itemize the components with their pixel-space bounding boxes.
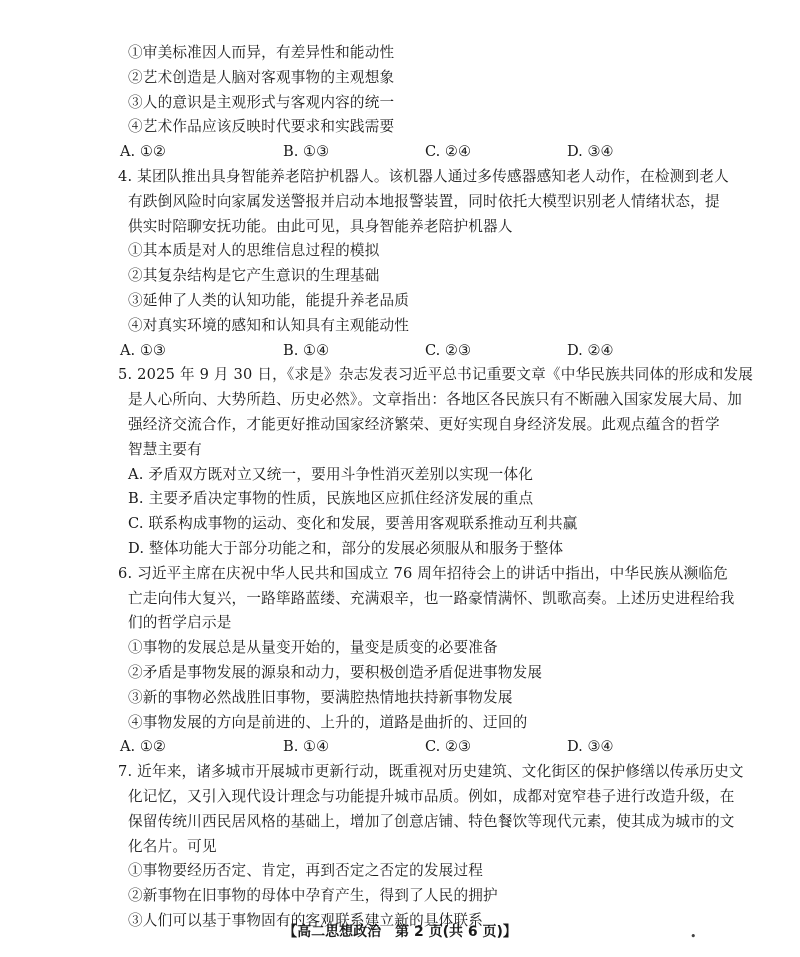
question-text-line: 化名片。可见 (128, 837, 217, 855)
question-text-line: 有跌倒风险时向家属发送警报并启动本地报警装置，同时依托大模型识别老人情绪状态，提 (128, 192, 720, 210)
answer-option: C. ②③ (425, 738, 472, 756)
question-text-line: B. 主要矛盾决定事物的性质，民族地区应抓住经济发展的重点 (128, 490, 534, 508)
question-stem: 7. 近年来，诸多城市开展城市更新行动，既重视对历史建筑、文化街区的保护修缮以传承历史文 (118, 763, 744, 781)
corner-mark: • (690, 930, 697, 943)
answer-option: B. ①③ (283, 143, 330, 161)
question-text-line: D. 整体功能大于部分功能之和，部分的发展必须服从和服务于整体 (128, 540, 564, 557)
question-text-line: ①其本质是对人的思维信息过程的模拟 (128, 242, 380, 260)
question-text-line: ③人们可以基于事物固有的客观联系建立新的具体联系 (128, 912, 484, 929)
question-text-line: 保留传统川西民居风格的基础上，增加了创意店铺、特色餐饮等现代元素，使其成为城市的文 (128, 812, 735, 830)
question-text-line: 供实时陪聊安抚功能。由此可见，具身智能养老陪护机器人 (128, 217, 513, 235)
answer-option: A. ①② (120, 143, 166, 161)
answer-option: C. ②④ (425, 143, 472, 161)
question-text-line: ②其复杂结构是它产生意识的生理基础 (128, 267, 380, 285)
answer-option: A. ①③ (120, 341, 166, 359)
question-text-line: 是人心所向、大势所趋、历史必然》。文章指出：各地区各民族只有不断融入国家发展大局、加 (128, 391, 743, 409)
question-text-line: ③延伸了人类的认知功能，能提升养老品质 (128, 292, 410, 309)
question-text-line: ①审美标准因人而异，有差异性和能动性 (128, 44, 395, 61)
question-stem: 5. 2025 年 9 月 30 日，《求是》杂志发表习近平总书记重要文章《中华民族共同体的形成和发展 (118, 366, 754, 384)
question-text-line: C. 联系构成事物的运动、变化和发展，要善用客观联系推动互利共赢 (128, 515, 578, 533)
question-text-line: ①事物的发展总是从量变开始的，量变是质变的必要准备 (128, 639, 498, 657)
question-text-line: ②矛盾是事物发展的源泉和动力，要积极创造矛盾促进事物发展 (128, 664, 543, 681)
answer-option: C. ②③ (425, 341, 472, 359)
question-stem: 6. 习近平主席在庆祝中华人民共和国成立 76 周年招待会上的讲话中指出，中华民族从濒临危 (118, 564, 728, 582)
question-text-line: ②艺术创造是人脑对客观事物的主观想象 (128, 68, 395, 86)
question-text-line: 智慧主要有 (128, 440, 202, 458)
question-text-line: ①事物要经历否定、肯定，再到否定之否定的发展过程 (128, 862, 484, 880)
question-text-line: 亡走向伟大复兴，一路筚路蓝缕、充满艰辛，也一路豪情满怀、凯歌高奏。上述历史进程给我 (128, 589, 735, 607)
question-text-line: ③新的事物必然战胜旧事物，要满腔热情地扶持新事物发展 (128, 688, 513, 706)
answer-option: B. ①④ (283, 341, 330, 359)
question-text-line: 强经济交流合作，才能更好推动国家经济繁荣、更好实现自身经济发展。此观点蕴含的哲学 (128, 416, 720, 433)
question-text-line: ③人的意识是主观形式与客观内容的统一 (128, 93, 395, 111)
page-footer: 【高二思想政治 第 2 页(共 6 页)】 (283, 924, 517, 940)
question-text-line: ④事物发展的方向是前进的、上升的，道路是曲折的、迂回的 (128, 713, 528, 731)
question-stem: 4. 某团队推出具身智能养老陪护机器人。该机器人通过多传感器感知老人动作，在检测到老人 (118, 168, 729, 185)
answer-option: A. ①② (120, 738, 166, 756)
question-text-line: ④对真实环境的感知和认知具有主观能动性 (128, 316, 410, 334)
answer-option: D. ③④ (567, 143, 614, 161)
answer-option: D. ③④ (567, 738, 614, 756)
question-text-line: A. 矛盾双方既对立又统一，要用斗争性消灭差别以实现一体化 (128, 465, 534, 483)
answer-option: B. ①④ (283, 738, 330, 756)
question-text-line: ④艺术作品应该反映时代要求和实践需要 (128, 118, 395, 136)
answer-option: D. ②④ (567, 341, 614, 359)
question-text-line: 化记忆，又引入现代设计理念与功能提升城市品质。例如，成都对宽窄巷子进行改造升级，在 (128, 788, 735, 805)
question-text-line: ②新事物在旧事物的母体中孕育产生，得到了人民的拥护 (128, 887, 498, 905)
question-text-line: 们的哲学启示是 (128, 614, 232, 632)
